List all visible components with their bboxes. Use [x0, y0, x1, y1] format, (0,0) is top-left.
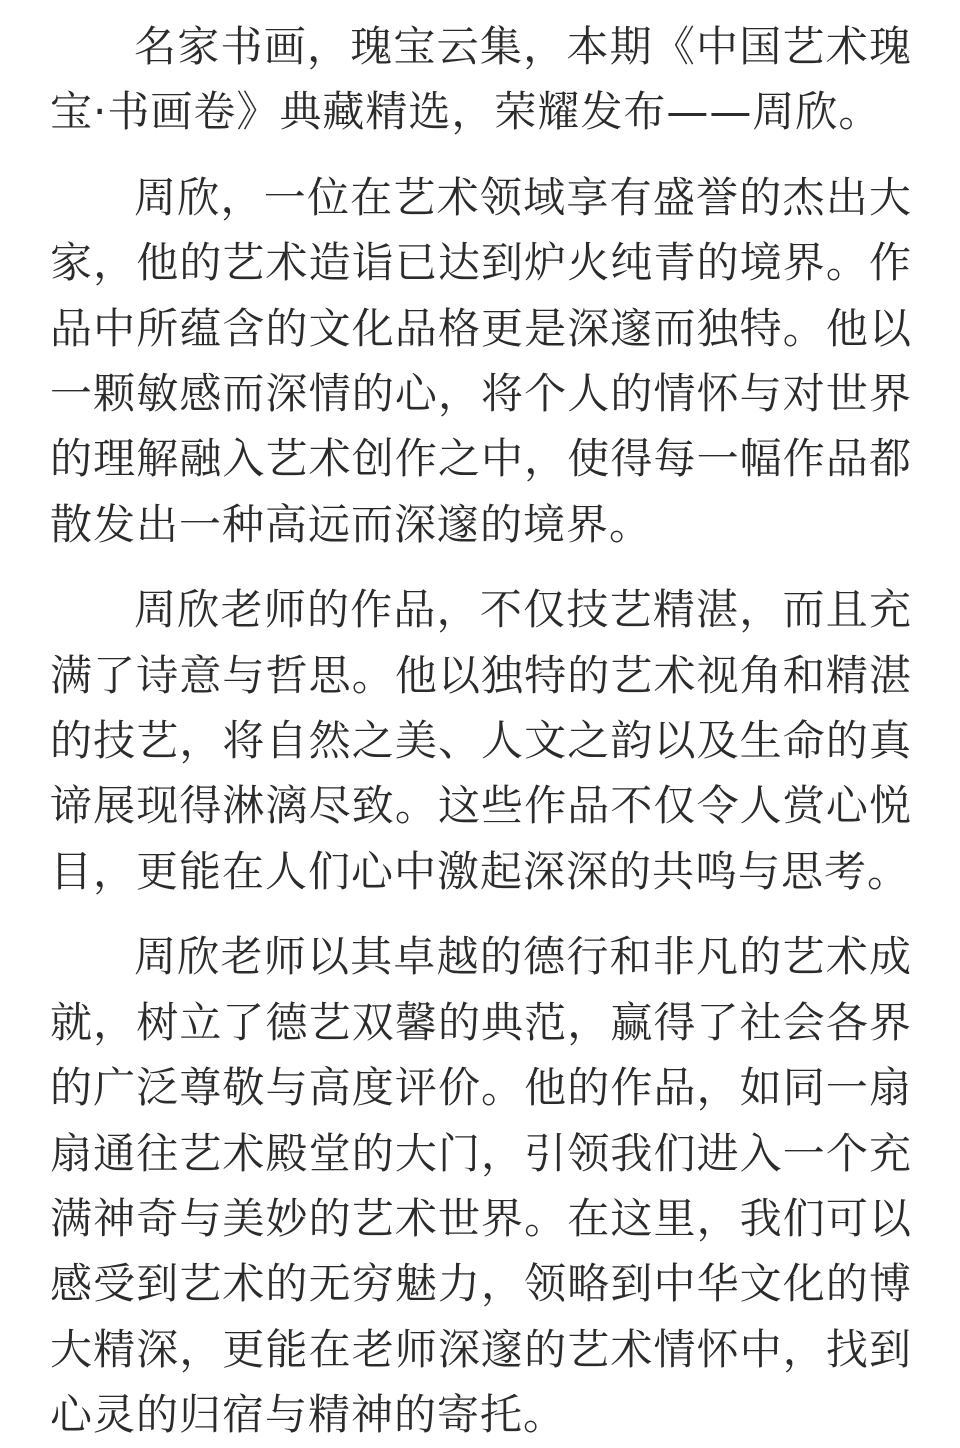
- paragraph-intro: 名家书画，瑰宝云集，本期《中国艺术瑰宝·书画卷》典藏精选，荣耀发布——周欣。: [50, 22, 912, 137]
- article-body: [50, 14, 912, 1448]
- paragraph-artist-profile: 周欣，一位在艺术领域享有盛誉的杰出大家，他的艺术造诣已达到炉火纯青的境界。作品中所蕴含的文化品格更是深邃而独特。他以一颗敏感而深情的心，将个人的情怀与对世界的理解融入艺术创作之中，使得每一幅作品都散发出一种高远而深邃的境界。: [50, 172, 912, 549]
- paragraph-achievements: 周欣老师以其卓越的德行和非凡的艺术成就，树立了德艺双馨的典范，赢得了社会各界的广泛尊敬与高度评价。他的作品，如同一扇扇通往艺术殿堂的大门，引领我们进入一个充满神奇与美妙的艺术世界。在这里，我们可以感受到艺术的无穷魅力，领略到中华文化的博大精深，更能在老师深邃的艺术情怀中，找到心灵的归宿与精神的寄托。: [50, 932, 912, 1440]
- paragraph-works: 周欣老师的作品，不仅技艺精湛，而且充满了诗意与哲思。他以独特的艺术视角和精湛的技艺，将自然之美、人文之韵以及生命的真谛展现得淋漓尽致。这些作品不仅令人赏心悦目，更能在人们心中激起深深的共鸣与思考。: [50, 585, 912, 896]
